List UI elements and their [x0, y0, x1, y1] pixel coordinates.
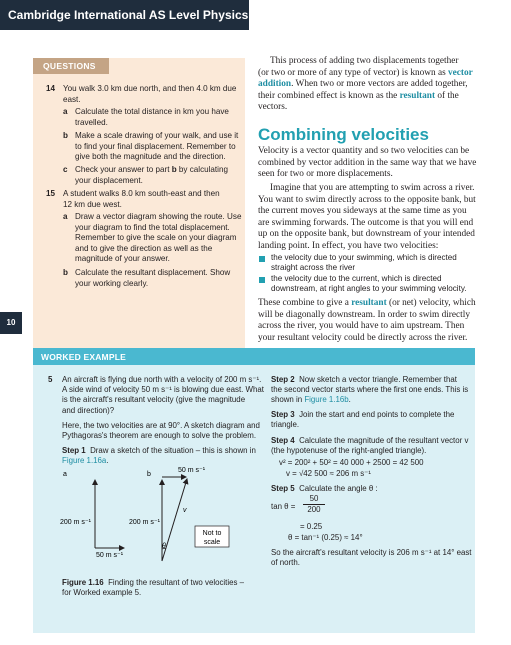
worked-step-2: Step 2 Now sketch a vector triangle. Remember that the second vector starts where the first one ends. This is shown in Figure 1.16b. — [271, 375, 469, 405]
worked-conclusion: So the aircraft's resultant velocity is 206 m s⁻¹ at 14° east of north. — [271, 548, 472, 568]
label-50-b: 50 m s⁻¹ — [178, 467, 206, 474]
equation-v: v = √42 500 ≈ 206 m s⁻¹ — [286, 469, 371, 478]
section-heading: Combining velocities — [258, 125, 429, 144]
label-v: v — [183, 507, 187, 514]
section-paragraph-1: Velocity is a vector quantity and so two velocities can be combined by vector addition in the same way that we have seen for two or more displacements. — [258, 146, 477, 180]
tan-theta-lhs: tan θ = — [271, 502, 296, 511]
figure-1-16 — [58, 466, 253, 574]
label-theta: θ — [162, 543, 166, 550]
label-50-a: 50 m s⁻¹ — [96, 552, 124, 559]
tan-result: = 0.25 — [300, 522, 323, 531]
worked-example-here: Here, the two velocities are at 90°. A sketch diagram and Pythagoras's theorem are enough to solve the problem. — [62, 421, 260, 441]
theta-result: θ = tan⁻¹ (0.25) ≈ 14° — [288, 533, 363, 542]
bullet-item-1: the velocity due to your swimming, which is directed straight across the river — [271, 253, 457, 273]
section-paragraph-3: These combine to give a resultant (or net) velocity, which will be diagonally downstream. In order to swim directly across the river, you would have to aim upstream. Then your resultant velocity could be directly across the river. — [258, 298, 476, 343]
worked-step-5: Step 5 Calculate the angle θ : — [271, 484, 378, 493]
figure-a-label: a — [63, 471, 67, 478]
worked-step-3: Step 3 Join the start and end points to complete the triangle. — [271, 410, 455, 430]
bullet-marker — [259, 277, 265, 283]
figure-caption: Figure 1.16 Finding the resultant of two velocities – for Worked example 5. — [62, 578, 245, 598]
worked-example-header: WORKED EXAMPLE — [33, 348, 475, 365]
worked-step-1: Step 1 Draw a sketch of the situation – this is shown in Figure 1.16a. — [62, 446, 256, 466]
worked-step-4: Step 4 Calculate the magnitude of the resultant vector v (the hypotenuse of the right-angled triangle). — [271, 436, 469, 456]
book-title: Cambridge International AS Level Physics — [8, 8, 249, 22]
svg-text:scale: scale — [203, 539, 221, 546]
figure-b-label: b — [147, 471, 151, 478]
bullet-marker — [259, 256, 265, 262]
page-number: 10 — [0, 312, 22, 334]
worked-example-number: 5 — [48, 375, 53, 384]
figure-link-1-16a[interactable]: Figure 1.16a — [62, 456, 107, 466]
tan-fraction: 50 200 — [303, 494, 325, 515]
bullet-item-2: the velocity due to the current, which is directed downstream, at right angles to your swimming velocity. — [271, 274, 467, 294]
label-200-a: 200 m s⁻¹ — [60, 519, 91, 526]
svg-text:Not to: Not to — [202, 530, 222, 537]
section-paragraph-2: Imagine that you are attempting to swim across a river. You want to swim directly across to the opposite bank, but the current moves you sideways at the same time as you are swimming forwards. The outcome is that you will end up on the opposite bank, but downstream of your intended landing point. In effect, you have two velocities: — [258, 183, 476, 251]
questions-label: QUESTIONS — [33, 58, 109, 74]
equation-v-squared: v² = 200² + 50² = 40 000 + 2500 = 42 500 — [279, 458, 424, 467]
figure-link-1-16b[interactable]: Figure 1.16b — [304, 395, 349, 405]
label-200-b: 200 m s⁻¹ — [129, 519, 160, 526]
intro-paragraph: This process of adding two displacements together (or two or more of any type of vector) is known as vector addition. When two or more vectors are added together, their combined effect is known as the resultant of the vectors. — [258, 56, 473, 113]
worked-example-question: An aircraft is flying due north with a velocity of 200 m s⁻¹. A side wind of velocity 50 m s⁻¹ is blowing due east. What is the aircraft's resultant velocity (give the magnitude and direction)? — [62, 375, 264, 415]
